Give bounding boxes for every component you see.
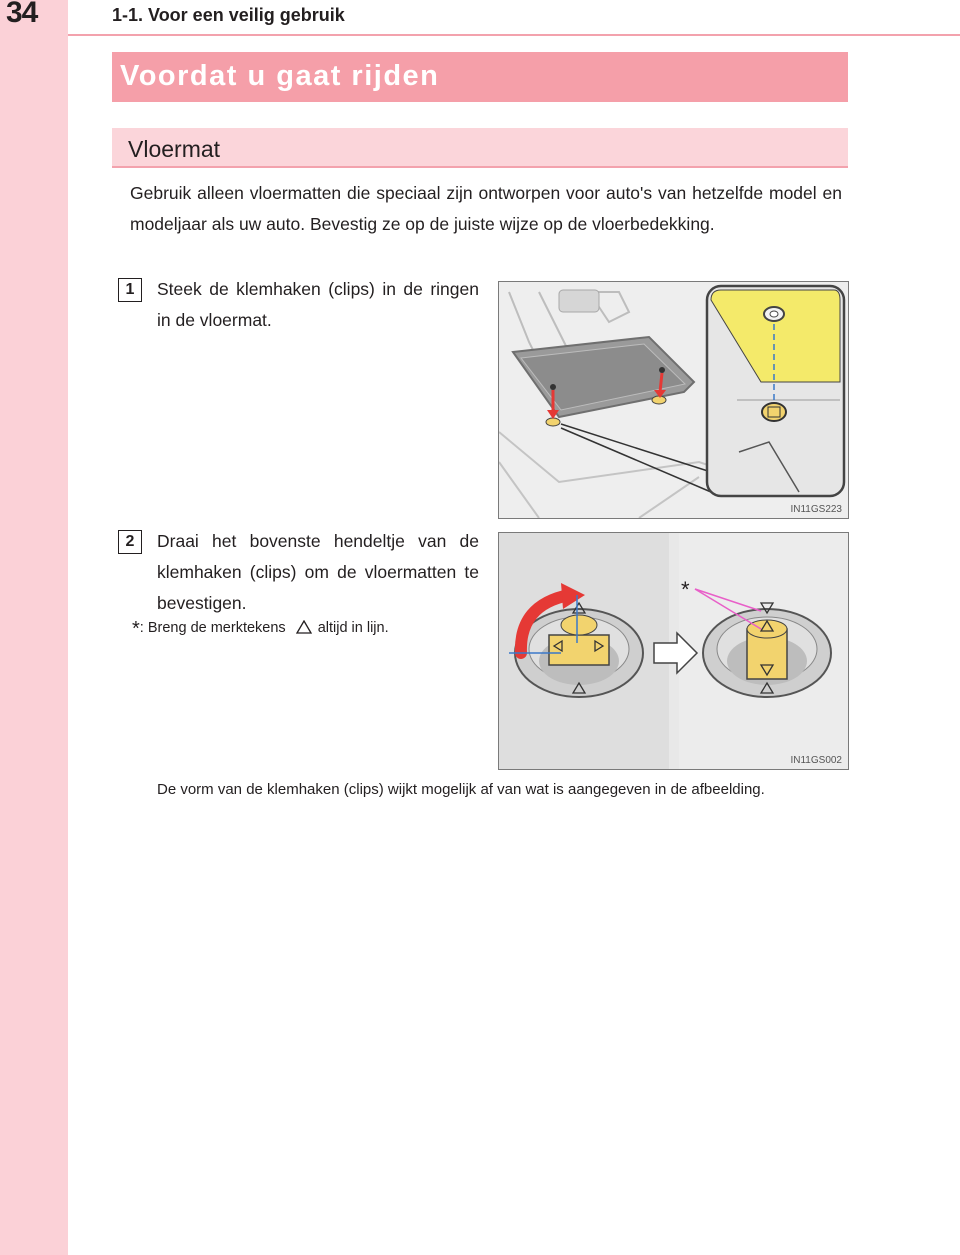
step-text-1: Steek de klemhaken (clips) in de ringen in de vloermat. — [157, 279, 479, 330]
intro-paragraph: Gebruik alleen vloermatten die speciaal zijn ontworpen voor auto's van hetzelfde model en modeljaar als uw auto. Bevestig ze op de juiste wijze op de vloerbedekking. — [130, 183, 842, 234]
clip-rotation-illustration — [499, 533, 848, 769]
footer-note: De vorm van de klemhaken (clips) wijkt mogelijk af van wat is aangegeven in de afbeelding. — [157, 781, 765, 798]
note-text-after: altijd in lijn. — [317, 620, 389, 636]
triangle-outline-icon — [296, 620, 312, 638]
sidebar-strip — [0, 0, 68, 1255]
section-title: Voordat u gaat rijden — [112, 52, 848, 102]
floor-mat-figure — [498, 281, 849, 519]
note-text-before: : Breng de merktekens — [139, 620, 286, 636]
page-number: 34 — [6, 0, 38, 29]
clip-rotation-figure — [498, 532, 849, 770]
subsection-title: Vloermat — [112, 128, 848, 168]
header-divider — [68, 34, 960, 36]
figure-code-1: IN11GS223 — [790, 504, 842, 515]
step-text-2: Draai het bovenste hendeltje van de klemhaken (clips) om de vloermatten te bevestigen. — [157, 531, 479, 613]
figure-asterisk: * — [681, 577, 690, 602]
alignment-note — [132, 618, 389, 641]
note-marker: * — [132, 618, 140, 640]
step-number-1: 1 — [118, 278, 142, 302]
floor-mat-illustration — [499, 282, 848, 518]
figure-code-2: IN11GS002 — [790, 755, 842, 766]
chapter-title: 1-1. Voor een veilig gebruik — [112, 5, 345, 25]
step-number-2: 2 — [118, 530, 142, 554]
